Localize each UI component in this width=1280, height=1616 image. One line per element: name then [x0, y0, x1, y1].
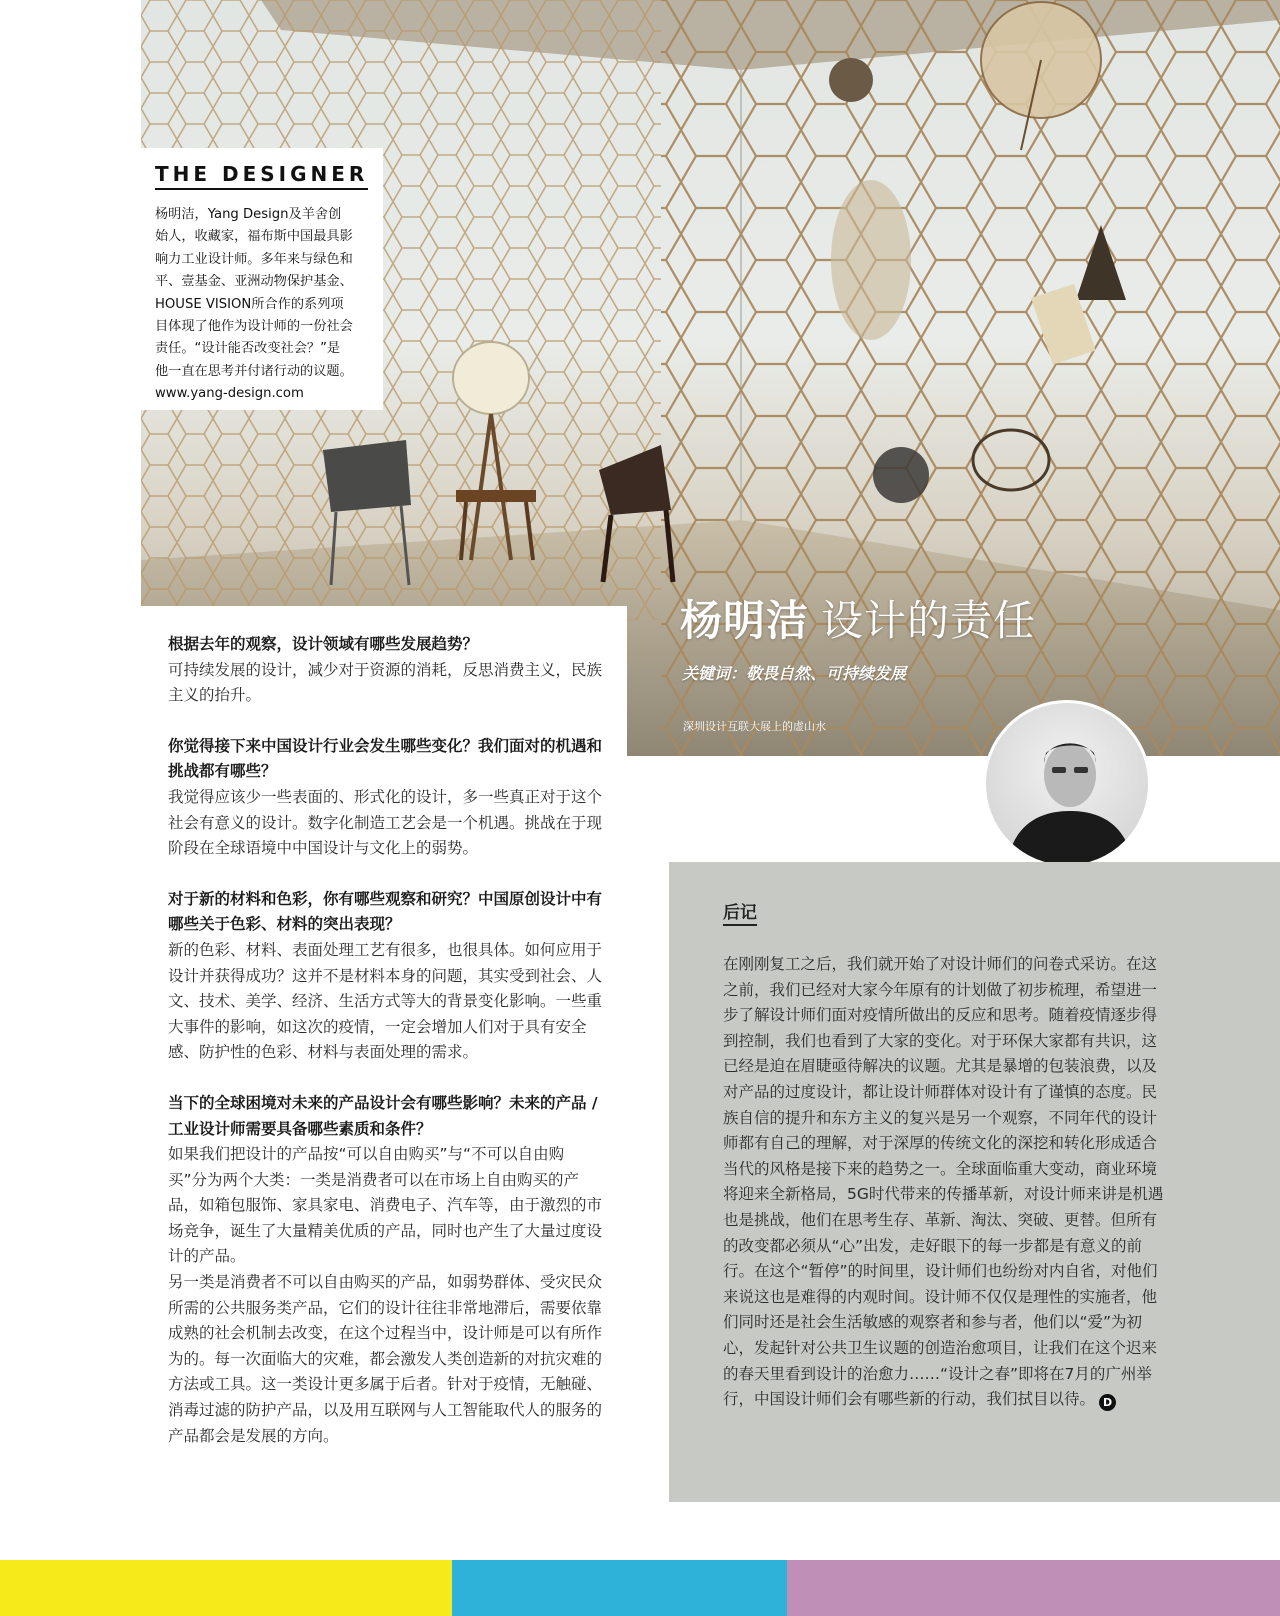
afterword-box	[669, 862, 1280, 1502]
designer-bio	[155, 204, 371, 406]
color-band-yellow	[0, 1560, 452, 1616]
qa-question: 根据去年的观察，设计领域有哪些发展趋势？	[168, 635, 479, 653]
portrait-illustration	[986, 703, 1151, 868]
keywords: 关键词：敬畏自然、可持续发展	[682, 664, 907, 683]
qa-answer: 可持续发展的设计，减少对于资源的消耗，反思消费主义，民族主义的抬升。	[168, 660, 603, 705]
qa-answer: 新的色彩、材料、表面处理工艺有很多，也很具体。如何应用于设计并获得成功？这并不是材料本身的问题，其实受到社会、人文、技术、美学、经济、生活方式等大的背景变化影响。一些重大事件的影响，如这次的疫情，一定会增加人们对于具有安全感、防护性的色彩、材料与表面处理的需求。	[168, 940, 603, 1062]
qa-block	[168, 1091, 602, 1449]
article-title	[680, 588, 1036, 648]
bio-line: 目体现了他作为设计师的一份社会	[155, 319, 353, 335]
bio-line: 杨明洁，Yang Design及羊舍创	[155, 207, 342, 222]
qa-question: 你觉得接下来中国设计行业会发生哪些变化？我们面对的机遇和挑战都有哪些？	[168, 736, 603, 781]
qa-answer: 另一类是消费者不可以自由购买的产品，如弱势群体、受灾民众所需的公共服务类产品，它们的设计往往非常地滞后，需要依靠成熟的社会机制去改变，在这个过程当中，设计师是可以有所作为的。每一次面临大的灾难，都会激发人类创造新的对抗灾难的方法或工具。这一类设计更多属于后者。针对于疫情，无触碰、消毒过滤的防护产品，以及用互联网与人工智能取代人的服务的产品都会是发展的方向。	[168, 1273, 603, 1445]
bio-line: 平、壹基金、亚洲动物保护基金、	[155, 274, 353, 290]
qa-block	[168, 887, 602, 1066]
designer-portrait	[983, 700, 1151, 868]
title-subtitle: 设计的责任	[821, 596, 1037, 645]
designer-info-box	[141, 148, 383, 410]
title-name: 杨明洁	[680, 596, 810, 645]
qa-block	[168, 632, 602, 709]
color-band-purple	[787, 1560, 1280, 1616]
color-band-cyan	[452, 1560, 787, 1616]
qa-question: 当下的全球困境对未来的产品设计会有哪些影响？未来的产品 / 工业设计师需要具备哪些素质和条件？	[168, 1093, 598, 1138]
interview-column	[168, 632, 602, 1474]
end-mark-icon: D	[1099, 1394, 1116, 1411]
qa-answer: 我觉得应该少一些表面的、形式化的设计，多一些真正对于这个社会有意义的设计。数字化制造工艺会是一个机遇。挑战在于现阶段在全球语境中中国设计与文化上的弱势。	[168, 787, 603, 858]
afterword-title: 后记	[723, 898, 757, 926]
designer-website-link[interactable]: www.yang-design.com	[155, 386, 304, 402]
bio-line: 他一直在思考并付诸行动的议题。	[155, 363, 353, 379]
bio-line: HOUSE VISION所合作的系列项	[155, 296, 344, 312]
bio-line: 责任。“设计能否改变社会？”是	[155, 341, 341, 357]
designer-heading: THE DESIGNER	[155, 162, 368, 190]
qa-answer: 如果我们把设计的产品按“可以自由购买”与“不可以自由购买”分为两个大类：一类是消费者可以在市场上自由购买的产品，如箱包服饰、家具家电、消费电子、汽车等，由于激烈的市场竞争，诞生了大量精美优质的产品，同时也产生了大量过度设计的产品。	[168, 1145, 603, 1266]
qa-question: 对于新的材料和色彩，你有哪些观察和研究？中国原创设计中有哪些关于色彩、材料的突出表现？	[168, 889, 603, 934]
photo-caption: 深圳设计互联大展上的虚山水	[683, 720, 826, 733]
bio-line: 响力工业设计师。多年来与绿色和	[155, 251, 353, 267]
afterword-text: 在刚刚复工之后，我们就开始了对设计师们的问卷式采访。在这之前，我们已经对大家今年原有的计划做了初步梳理，希望进一步了解设计师们面对疫情所做出的反应和思考。随着疫情逐步得到控制，我们也看到了大家的变化。对于环保大家都有共识，这已经是迫在眉睫亟待解决的议题。尤其是暴增的包装浪费，以及对产品的过度设计，都让设计师群体对设计有了谨慎的态度。民族自信的提升和东方主义的复兴是另一个观察，不同年代的设计师都有自己的理解，对于深厚的传统文化的深挖和转化形成适合当代的风格是接下来的趋势之一。全球面临重大变动，商业环境将迎来全新格局，5G时代带来的传播革新，对设计师来讲是机遇也是挑战，他们在思考生存、革新、淘汰、突破、更替。但所有的改变都必须从“心”出发，走好眼下的每一步都是有意义的前行。在这个“暂停”的时间里，设计师们也纷纷对内自省，对他们来说这也是难得的内观时间。设计师不仅仅是理性的实施者，他们同时还是社会生活敏感的观察者和参与者，他们以“爱”为初心，发起针对公共卫生议题的创造治愈项目，让我们在这个迟来的春天里看到设计的治愈力……“设计之春”即将在7月的广州举行，中国设计师们会有哪些新的行动，我们拭目以待。	[723, 955, 1164, 1409]
qa-block	[168, 734, 602, 862]
bio-line: 始人，收藏家，福布斯中国最具影	[155, 229, 353, 245]
afterword-body	[723, 952, 1172, 1413]
